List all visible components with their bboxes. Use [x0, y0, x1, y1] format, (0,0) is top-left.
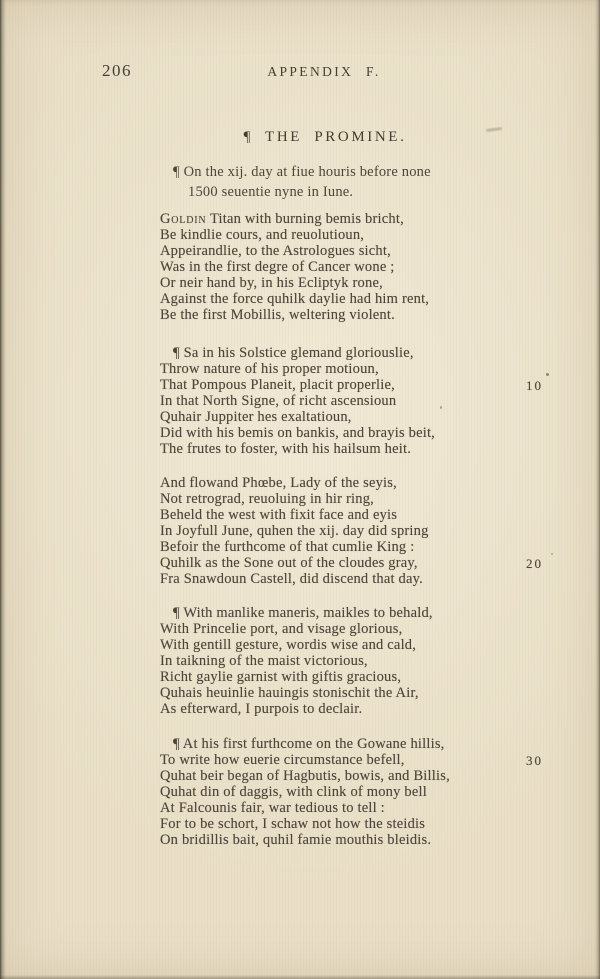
stanza [160, 211, 570, 323]
headnote-line-1: ¶ On the xij. day at fiue houris before none [173, 164, 431, 180]
paper-speck [440, 406, 442, 409]
stanza [160, 345, 570, 457]
running-header: APPENDIX F. [267, 64, 381, 79]
poem-line: To write how euerie circumstance befell, 30 [160, 752, 543, 768]
poem-line: Quhat din of daggis, with clink of mony bell [160, 784, 427, 800]
poem-line: Goldin Titan with burning bemis bricht, [160, 211, 404, 227]
poem-line: Befoir the furthcome of that cumlie King : [160, 539, 415, 555]
poem-line: At Falcounis fair, war tedious to tell : [160, 800, 385, 816]
poem-line: Did with his bemis on bankis, and brayis beit, [160, 425, 436, 441]
poem-line: As efterward, I purpois to declair. [160, 701, 363, 717]
poem-line: Richt gaylie garnist with giftis gracious, [160, 669, 402, 685]
poem-line: Appeirandlie, to the Astrologues sicht, [160, 243, 391, 259]
poem-title: ¶ THE PROMINE. [243, 129, 407, 145]
poem-line: Quhais heuinlie hauingis stonischit the Air, [160, 685, 419, 701]
stanza [160, 475, 570, 587]
poem-line: Fra Snawdoun Castell, did discend that day. [160, 571, 423, 587]
poem-line: ¶ Sa in his Solstice glemand gloriouslie, [173, 345, 414, 361]
poem-line: Beheld the west with fixit face and eyis [160, 507, 398, 523]
poem-line: ¶ At his first furthcome on the Gowane hillis, [173, 736, 445, 752]
poem-line: Throw nature of his proper motioun, [160, 361, 379, 377]
poem-line: ¶ With manlike maneris, maikles to behald, [173, 605, 433, 621]
poem-line: With gentill gesture, wordis wise and cald, [160, 637, 417, 653]
paper-speck [551, 553, 553, 555]
poem-line: With Princelie port, and visage glorious, [160, 621, 403, 637]
poem-line: In that North Signe, of richt ascensioun [160, 393, 397, 409]
poem-line: Be kindlie cours, and reuolutioun, [160, 227, 365, 243]
poem-line: In taikning of the maist victorious, [160, 653, 368, 669]
poem-line: Quhat beir began of Hagbutis, bowis, and Billis, [160, 768, 450, 784]
poem-line: In Joyfull June, quhen the xij. day did spring [160, 523, 429, 539]
poem-line: Be the first Mobillis, weltering violent. [160, 307, 395, 323]
poem-line: Was in the first degre of Cancer wone ; [160, 259, 395, 275]
poem-line: Against the force quhilk daylie had him rent, [160, 291, 430, 307]
stanza [160, 605, 570, 717]
smallcaps-lead-word: Goldin [160, 211, 207, 227]
poem-line: The frutes to foster, with his hailsum heit. [160, 441, 412, 457]
stanza [160, 736, 570, 848]
poem-line: Quhair Juppiter hes exaltatioun, [160, 409, 352, 425]
page-number: 206 [102, 61, 132, 80]
poem-line: And flowand Phœbe, Lady of the seyis, [160, 475, 397, 491]
poem-line: On bridillis bait, quhil famie mouthis bleidis. [160, 832, 432, 848]
margin-line-number: 30 [526, 752, 543, 768]
poem-line: Not retrograd, reuoluing in hir ring, [160, 491, 374, 507]
scan-edge-left [0, 0, 6, 979]
poem-line: For to be schort, I schaw not how the steidis [160, 816, 426, 832]
paper-speck [546, 373, 549, 376]
poem-line: Or neir hand by, in his Ecliptyk rone, [160, 275, 383, 291]
margin-line-number: 10 [526, 377, 543, 393]
poem-line: That Pompous Planeit, placit properlie, 10 [160, 377, 543, 393]
headnote-line-2: 1500 seuentie nyne in Iune. [188, 183, 354, 200]
margin-line-number: 20 [526, 555, 543, 571]
poem-line: Quhilk as the Sone out of the cloudes gray, 20 [160, 555, 543, 571]
scan-edge-right [595, 0, 600, 979]
scan-edge-bottom [0, 975, 600, 979]
